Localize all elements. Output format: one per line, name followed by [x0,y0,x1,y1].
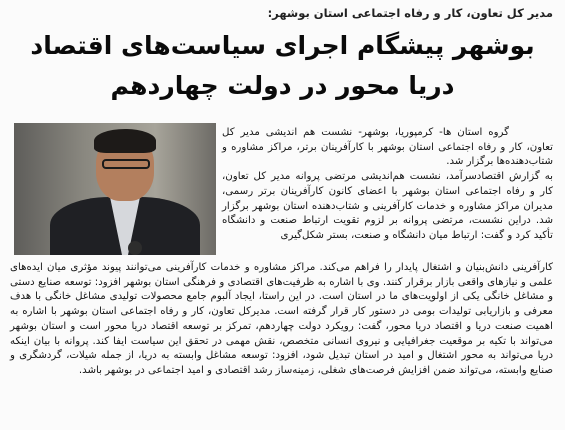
column-paragraph-2: به گزارش اقتصادسرآمد، نشست هم‌اندیشی مرتضی پروانه مدیر کل تعاون، کار و رفاه اجتماعی استان بوشهر با اعضای کانون کارآفرینان برتر رسمی، مدیران مراکز مشاوره و خدمات کارآفرینی و شتاب‌دهنده استان بوشهر برگزار شد. دراین نشست، مرتضی پروانه بر لزوم تقویت ارتباط صنعت و دانشگاه تأکید کرد و گفت: ارتباط میان دانشگاه و صنعت، بستر شکل‌گیری [222,171,553,241]
full-width-text [10,261,553,379]
article-headline: بوشهر پیشگام اجرای سیاست‌های اقتصاد دریا محور در دولت چهاردهم [30,31,535,100]
column-text [222,126,553,244]
column-paragraph-1: گروه استان ها- کرمپوریا، بوشهر- نشست هم اندیشی مدیر کل تعاون، کار و رفاه اجتماعی استان بوشهر با کارآفرینان برتر، مراکز مشاوره و شتاب‌دهنده‌ها برگزار شد. [222,127,553,168]
photo-hair [94,129,156,153]
article-photo [14,123,216,255]
microphone-icon [128,241,142,255]
photo-glasses [102,159,150,169]
article-kicker: مدیر کل تعاون، کار و رفاه اجتماعی استان بوشهر: [267,6,553,20]
full-paragraph-1: کارآفرینی دانش‌بنیان و اشتغال پایدار را فراهم می‌کند. مراکز مشاوره و خدمات کارآفرینی می‌توانند پیوند مؤثری میان ایده‌های علمی و نیازهای واقعی بازار برقرار کنند. وی با اشاره به ظرفیت‌های اقتصادی و فرهنگی استان بوشهر افزود: توسعه صنایع دستی و مشاغل خانگی یکی از اولویت‌های ما در استان است. در این راستا، ایجاد آلبوم جامع محصولات تولیدی مشاغل خانگی با هدف معرفی و بازاریابی تولیدات بومی در دستور کار قرار گرفته است. مدیرکل تعاون، کار و رفاه اجتماعی استان بوشهر با اشاره به اهمیت صنعت دریا و اقتصاد دریا محور، گفت: رویکرد دولت چهاردهم، تمرکز بر توسعه اقتصاد دریا محور است و استان بوشهر می‌تواند با تکیه بر موقعیت جغرافیایی و نیروی انسانی متخصص، نقش مهمی در تحقق این سیاست ایفا کند. پروانه با بیان اینکه دریا می‌تواند به محور اشتغال و امید در استان تبدیل شود، افزود: توسعه مشاغل وابسته به دریا، از جمله شیلات، گردشگری و صنایع وابسته، می‌تواند ضمن افزایش فرصت‌های شغلی، زمینه‌ساز رشد اقتصادی و امید اجتماعی در بوشهر باشد. [10,262,553,376]
